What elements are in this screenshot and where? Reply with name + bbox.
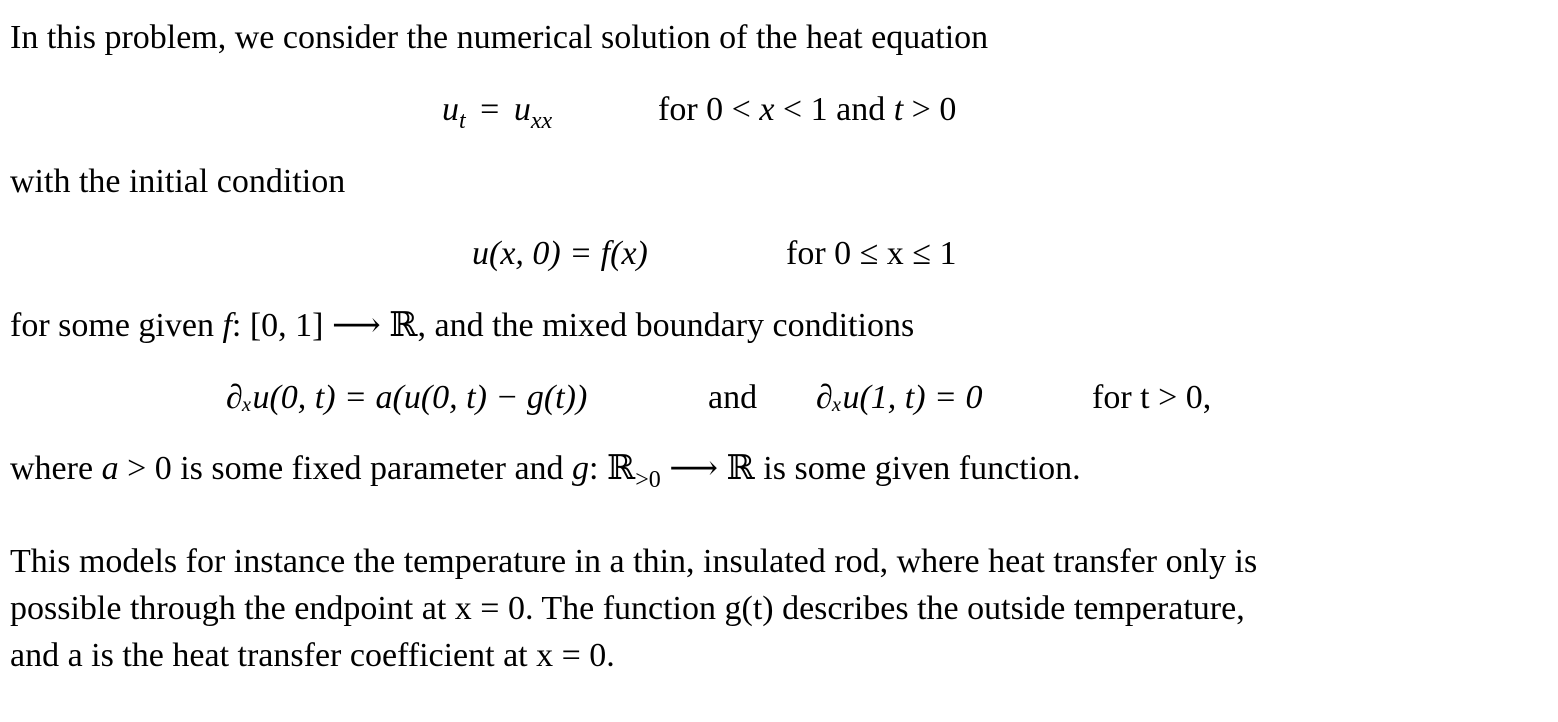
p5-line-3: and a is the heat transfer coefficient at x = 0. [10,637,615,674]
p5-line-1: This models for instance the temperature in a thin, insulated rod, where heat transfer only is [10,543,1258,580]
p3-map: : [0, 1] ⟶ ℝ, and the mixed boundary conditions [231,307,915,344]
eq1-cond-mid: < 1 and [774,91,894,128]
p4-pre: where [10,450,102,487]
boundary-condition [1092,378,1211,418]
boundary-right [816,378,983,418]
p4-g: g [572,450,590,487]
p4-map: : ℝ [589,450,636,487]
initial-condition-equation [472,234,648,274]
paragraph-model-line-3 [10,636,615,676]
paragraph-initial [10,162,345,202]
paragraph-boundary [10,306,914,346]
paragraph-intro-text: In this problem, we consider the numerical solution of the heat equation [10,19,989,56]
eq1-lhs-u: u [442,91,459,128]
paragraph-model-line-1 [10,542,1257,582]
eq3-and: and [708,379,758,416]
p3-f: f [222,307,232,344]
eq1-cond-x: x [759,91,775,128]
eq3-left: ∂ₓu(0, t) = a(u(0, t) − g(t)) [226,379,588,416]
p3-pre: for some given [10,307,223,344]
paragraph-parameters [10,449,1081,492]
eq1-cond-post: > 0 [903,91,957,128]
p5-line-2: possible through the endpoint at x = 0. The function g(t) describes the outside temperature, [10,590,1245,627]
eq2-cond: for 0 ≤ x ≤ 1 [786,235,957,272]
initial-condition-range [786,234,956,274]
eq1-rhs-sub: xx [530,108,553,134]
eq1-cond-t: t [893,91,904,128]
eq1-lhs-sub: t [459,108,466,134]
boundary-and [708,378,757,418]
p4-post: ⟶ ℝ is some given function. [660,450,1081,487]
paragraph-intro [10,18,988,58]
eq1-cond-pre: for 0 < [658,91,760,128]
eq3-right: ∂ₓu(1, t) = 0 [816,379,983,416]
paragraph-initial-text: with the initial condition [10,163,346,200]
eq2-lhs: u(x, 0) = f(x) [472,235,648,272]
eq1-rhs-u: u [513,91,531,128]
p4-mid: > 0 is some fixed parameter and [118,450,573,487]
eq1-equals: = [480,91,500,128]
eq3-cond: for t > 0, [1092,379,1212,416]
boundary-left [226,378,587,418]
p4-a: a [101,450,119,487]
heat-equation-condition [658,90,956,130]
p4-sub: >0 [635,467,661,493]
paragraph-model-line-2 [10,589,1245,629]
heat-equation [442,90,552,133]
